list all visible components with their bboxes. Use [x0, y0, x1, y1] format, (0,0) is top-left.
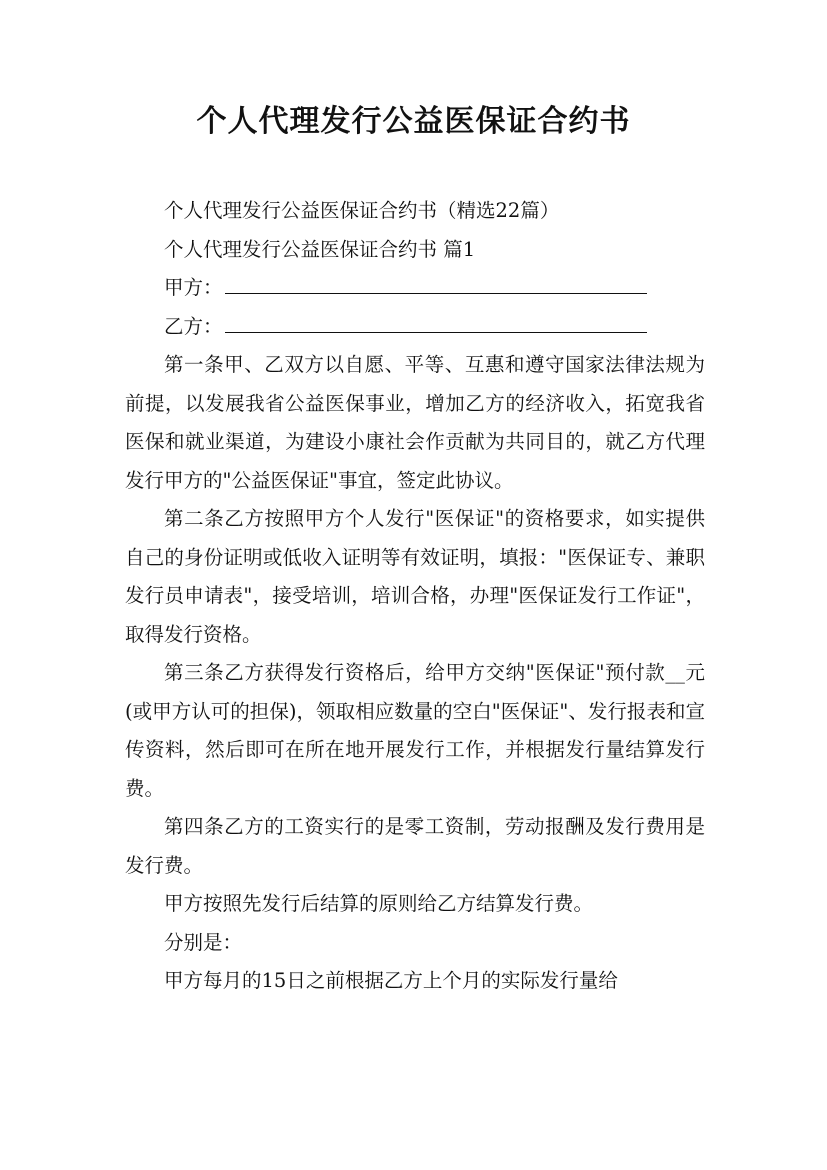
party-a-blank	[225, 273, 647, 294]
clause-paragraph: 第三条乙方获得发行资格后，给甲方交纳"医保证"预付款__元(或甲方认可的担保)，领取相应数量的空白"医保证"、发行报表和宣传资料，然后即可在所在地开展发行工作，并根据发行量结算发行费。	[125, 661, 705, 800]
clause-paragraph: 第四条乙方的工资实行的是零工资制，劳动报酬及发行费用是发行费。	[125, 815, 705, 877]
party-b-blank	[225, 312, 647, 333]
clause-paragraph: 甲方按照先发行后结算的原则给乙方结算发行费。	[164, 892, 594, 915]
clause-paragraph: 甲方每月的15日之前根据乙方上个月的实际发行量给	[164, 969, 618, 992]
document-title: 个人代理发行公益医保证合约书	[196, 104, 631, 139]
party-b-line	[125, 308, 705, 347]
party-b-label: 乙方：	[164, 314, 223, 338]
party-a-line	[125, 269, 705, 308]
section-heading: 个人代理发行公益医保证合约书 篇1	[164, 237, 476, 261]
party-a-label: 甲方：	[164, 276, 223, 299]
document-subtitle: 个人代理发行公益医保证合约书（精选22篇）	[164, 199, 560, 222]
clause-paragraph: 第二条乙方按照甲方个人发行"医保证"的资格要求，如实提供自己的身份证明或低收入证明等有效证明，填报："医保证专、兼职发行员申请表"，接受培训，培训合格，办理"医保证发行工作证"，取得发行资格。	[125, 507, 705, 646]
document-body	[125, 192, 705, 1001]
clause-paragraph: 第一条甲、乙双方以自愿、平等、互惠和遵守国家法律法规为前提，以发展我省公益医保事业，增加乙方的经济收入，拓宽我省医保和就业渠道，为建设小康社会作贡献为共同目的，就乙方代理发行甲方的"公益医保证"事宜，签定此协议。	[125, 353, 705, 492]
clause-paragraph: 分别是：	[164, 930, 243, 954]
